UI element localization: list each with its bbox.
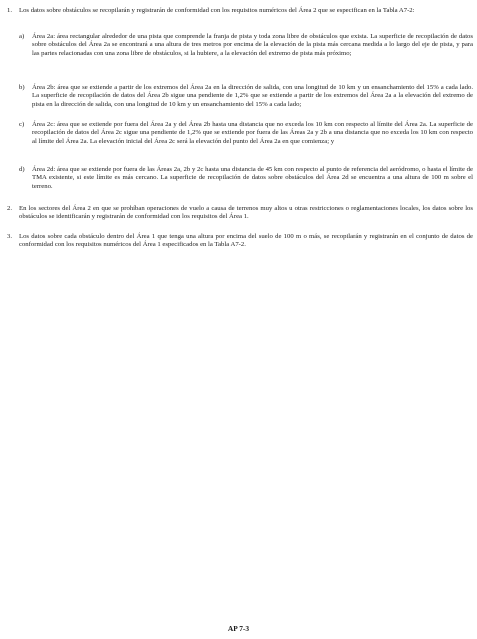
- paragraph-number: 1.: [7, 7, 13, 14]
- subparagraph-text: Área 2d: área que se extiende por fuera de las Áreas 2a, 2b y 2c hasta una distancia de 45 km con respecto al punto de referencia del aeródromo, o hasta el límite de TMA existente, si este límite es más cercano. La superficie de recopilación de datos sobre obstáculos del Área 2d se encuentra a una altura de 100 m sobre el terreno.: [32, 166, 473, 190]
- paragraph-2: [7, 205, 473, 222]
- subparagraph-letter: d): [19, 166, 25, 173]
- subparagraph-d: [19, 166, 473, 191]
- paragraph-text: Los datos sobre cada obstáculo dentro del Área 1 que tenga una altura por encima del suelo de 100 m o más, se recopilarán y registrarán en el conjunto de datos de conformidad con los requisitos numéricos del Área 1 especificados en la Tabla A7-2.: [19, 233, 473, 249]
- paragraph-3: [7, 233, 473, 250]
- paragraph-text: En los sectores del Área 2 en que se prohíban operaciones de vuelo a causa de terrenos muy altos u otras restricciones o reglamentaciones locales, los datos sobre los obstáculos se identificarán y registrarán de conformidad con los requisitos del Área 1.: [19, 205, 473, 221]
- paragraph-number: 3.: [7, 233, 13, 240]
- subparagraph-c: [19, 121, 473, 146]
- subparagraph-b: [19, 84, 473, 109]
- subparagraph-text: Área 2a: área rectangular alrededor de una pista que comprende la franja de pista y toda zona libre de obstáculos que exista. La superficie de recopilación de datos sobre obstáculos del Área 2a se encontrará a una altura de tres metros por encima de la elevación de la pista más cercana medida a lo largo del eje de pista, y para las partes relacionadas con una zona libre de obstáculos, si la hubiere, a la elevación del extremo de pista más próximo;: [32, 33, 473, 57]
- subparagraph-text: Área 2b: área que se extiende a partir de los extremos del Área 2a en la dirección de salida, con una longitud de 10 km y un ensanchamiento del 15% a cada lado. La superficie de recopilación de datos del Área 2b sigue una pendiente de 1,2% que se extiende a partir de los extremos del Área 2a a la elevación del extremo de pista en la dirección de salida, con una longitud de 10 km y un ensanchamiento del 15% a cada lado;: [32, 84, 473, 108]
- subparagraph-letter: c): [19, 121, 25, 128]
- subparagraph-letter: b): [19, 84, 25, 91]
- paragraph-text: Los datos sobre obstáculos se recopilarán y registrarán de conformidad con los requisitos numéricos del Área 2 que se especifican en la Tabla A7-2:: [19, 7, 415, 14]
- page-number: AP 7-3: [227, 624, 250, 633]
- subparagraph-a: [19, 33, 473, 58]
- subparagraph-text: Área 2c: área que se extiende por fuera del Área 2a y del Área 2b hasta una distancia que no exceda los 10 km con respecto al límite del Área 2a. La superficie de recopilación de datos del Área 2c sigue una pendiente de 1,2% que se extiende por fuera de las Áreas 2a y 2b a una distancia que no exceda los 10 km con respecto al límite del Área 2a. La elevación inicial del Área 2c será la elevación del punto del Área 2a en que comienza; y: [32, 121, 473, 145]
- paragraph-number: 2.: [7, 205, 13, 212]
- paragraph-1: [7, 7, 473, 15]
- subparagraph-letter: a): [19, 33, 25, 40]
